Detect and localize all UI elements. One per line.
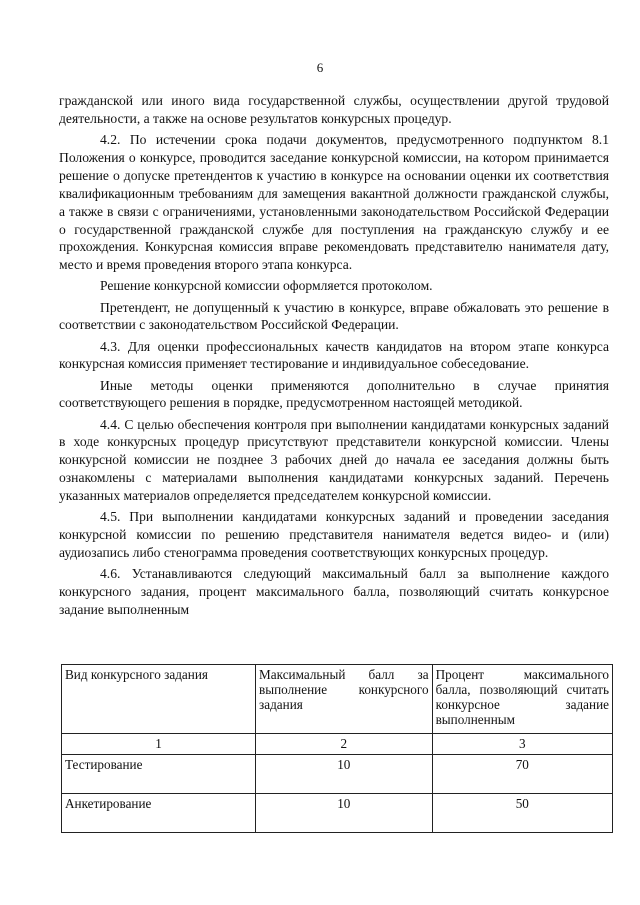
header-cell-percent: [432, 665, 612, 734]
table-header-row: [62, 665, 613, 734]
header-max-score: Максимальный балл за выполнение конкурсного задания: [259, 667, 429, 712]
header-cell-max-score: [256, 665, 433, 734]
percent-value: 70: [432, 755, 612, 794]
column-number: 2: [256, 734, 433, 755]
table-row: [62, 794, 613, 833]
max-score-value: 10: [256, 755, 433, 794]
page-number: 6: [316, 60, 324, 75]
column-number-row: [62, 734, 613, 755]
paragraph-other-methods: Иные методы оценки применяются дополнительно в случае принятия соответствующего решения в порядке, предусмотренном настоящей методикой.: [59, 377, 609, 411]
document-body: [59, 92, 609, 622]
paragraph-protocol: Решение конкурсной комиссии оформляется протоколом.: [100, 278, 433, 294]
header-percent: Процент максимального балла, позволяющий считать конкурсное задание выполненным: [435, 667, 609, 727]
paragraph-continuation: гражданской или иного вида государственной службы, осуществлении другой трудовой деятельности, а также на основе результатов конкурсных процедур.: [59, 93, 609, 126]
max-score-value: 10: [256, 794, 433, 833]
task-name: Тестирование: [62, 755, 256, 794]
paragraph-4-5: 4.5. При выполнении кандидатами конкурсных заданий и проведении заседания конкурсной комиссии по решению представителя нанимателя ведется видео- и (или) аудиозапись либо стенограмма проведения соответствующих конкурсных процедур.: [59, 509, 609, 561]
paragraph-4-3: 4.3. Для оценки профессиональных качеств кандидатов на втором этапе конкурса конкурсная комиссия применяет тестирование и индивидуальное собеседование.: [59, 338, 609, 372]
paragraph-4-2: 4.2. По истечении срока подачи документов, предусмотренного подпунктом 8.1 Положения о конкурсе, проводится заседание конкурсной комиссии, на котором принимается решение о допуске претендентов к участию в конкурсе на основании оценки их соответствия квалификационным требованиям для замещения вакантной должности гражданской службы, а также в связи с ограничениями, установленными законодательством Российской Федерации о государственной гражданской службе для поступления на гражданскую службу и ее прохождения. Конкурсная комиссия вправе рекомендовать представителю нанимателя дату, место и время проведения второго этапа конкурса.: [59, 132, 609, 273]
column-number: 3: [432, 734, 612, 755]
percent-value: 50: [432, 794, 612, 833]
task-name: Анкетирование: [62, 794, 256, 833]
header-task-type: Вид конкурсного задания: [65, 667, 208, 682]
table-row: [62, 755, 613, 794]
scoring-table: [61, 664, 613, 833]
paragraph-appeal: Претендент, не допущенный к участию в конкурсе, вправе обжаловать это решение в соответствии с законодательством Российской Федерации.: [59, 299, 609, 333]
header-cell-task-type: [62, 665, 256, 734]
column-number: 1: [62, 734, 256, 755]
paragraph-4-6: 4.6. Устанавливаются следующий максимальный балл за выполнение каждого конкурсного задания, процент максимального балла, позволяющий считать конкурсное задание выполненным: [59, 566, 609, 617]
paragraph-4-4: 4.4. С целью обеспечения контроля при выполнении кандидатами конкурсных заданий в ходе конкурсных процедур присутствуют представители конкурсной комиссии. Члены конкурсной комиссии не позднее 3 рабочих дней до начала ее заседания должны быть ознакомлены с материалами выполнения кандидатами конкурсных заданий. Перечень указанных материалов определяется председателем конкурсной комиссии.: [59, 416, 609, 504]
